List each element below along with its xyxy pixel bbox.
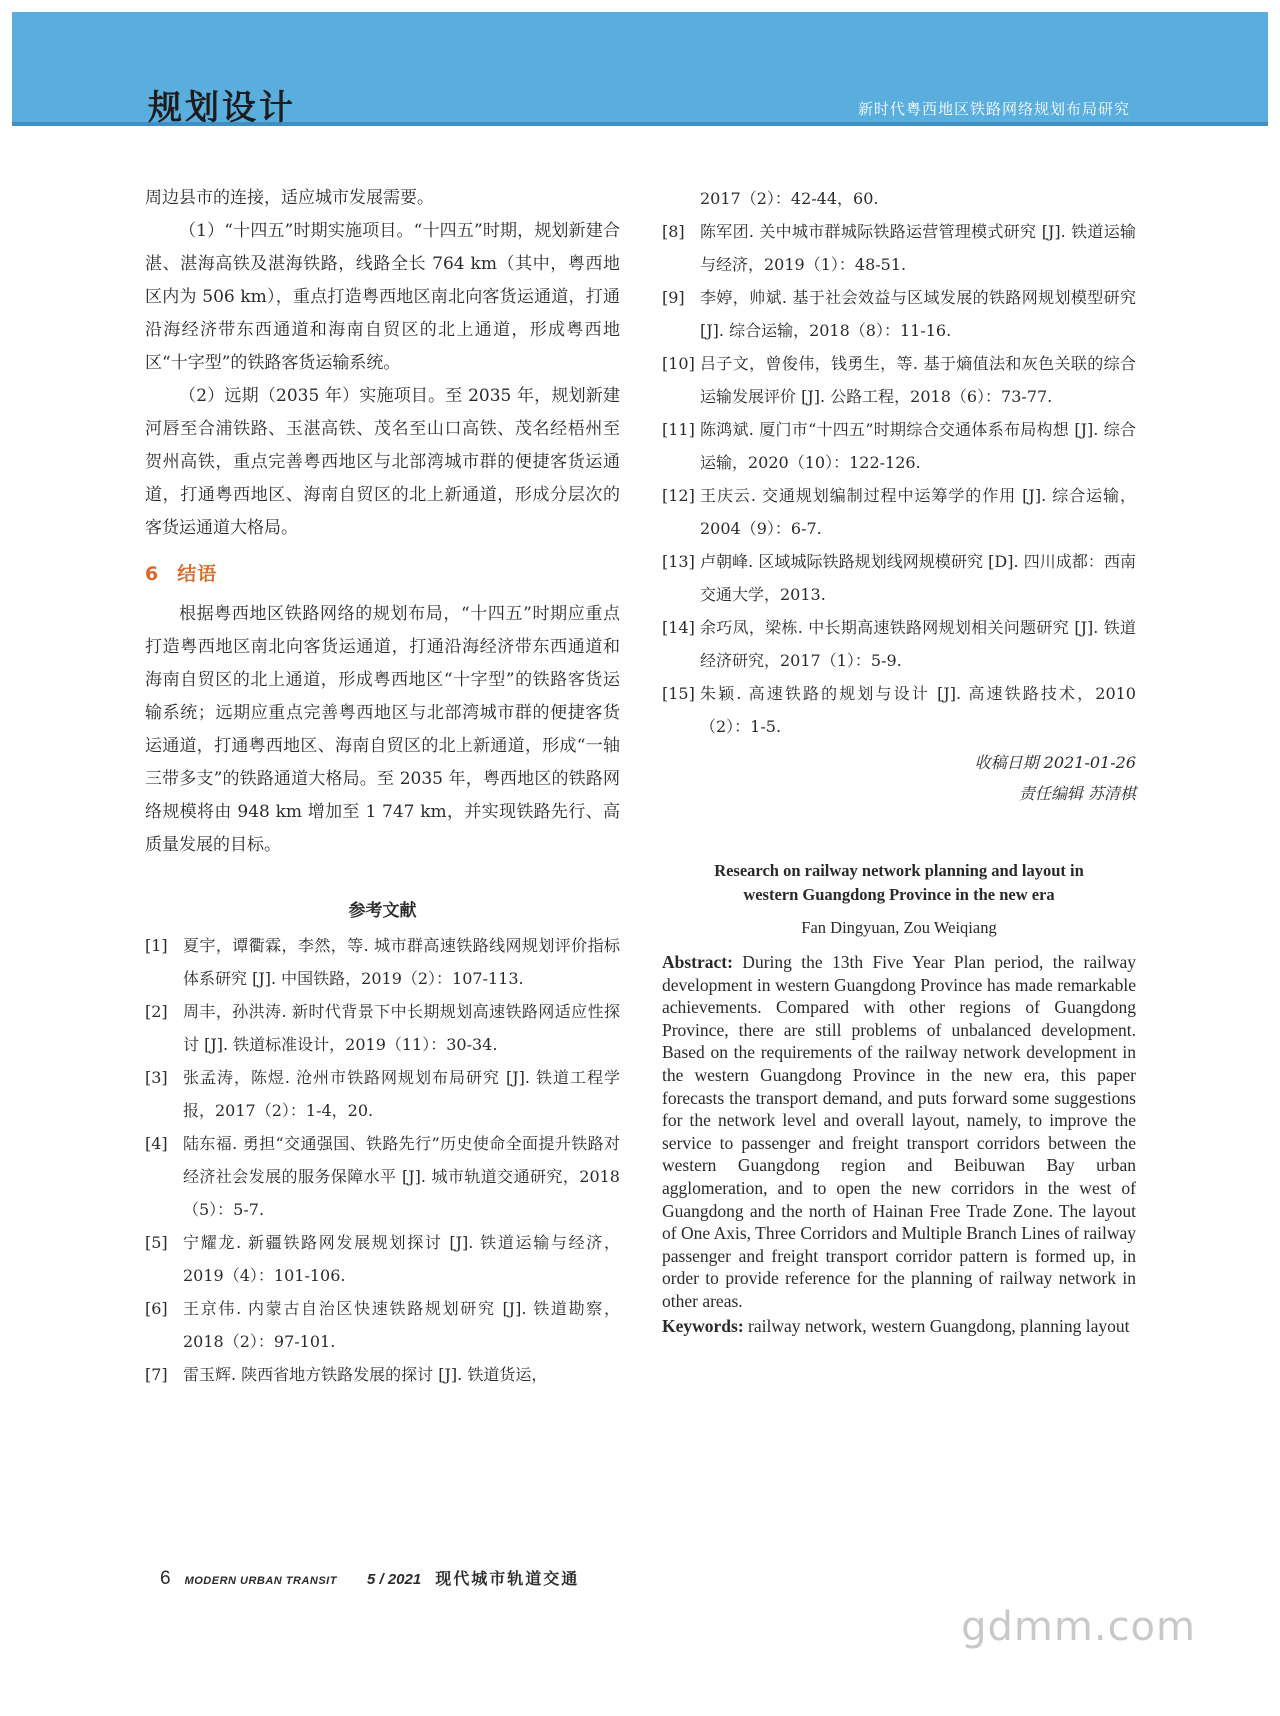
- reference-item: [3] 张孟涛，陈煜. 沧州市铁路网规划布局研究 [J]. 铁道工程学报，2017（2）：1-4，20.: [145, 1068, 620, 1120]
- journal-name-chinese: 现代城市轨道交通: [435, 1569, 580, 1588]
- abstract-label: Abstract:: [662, 952, 733, 972]
- section-heading: [145, 559, 620, 586]
- english-keywords: [662, 1315, 1136, 1338]
- reference-item: [15] 朱颖. 高速铁路的规划与设计 [J]. 高速铁路技术，2010（2）：1-5.: [662, 684, 1136, 736]
- journal-issue: 5 / 2021: [366, 1571, 422, 1588]
- reference-item: [8] 陈军团. 关中城市群城际铁路运营管理模式研究 [J]. 铁道运输与经济，2019（1）：48-51.: [662, 222, 1136, 274]
- paragraph: （2）远期（2035 年）实施项目。至 2035 年，规划新建河唇至合浦铁路、玉湛高铁、茂名至山口高铁、茂名经梧州至贺州高铁，重点完善粤西地区与北部湾城市群的便捷客货运通道，打通粤西地区、海南自贸区的北上新通道，形成分层次的客货运通道大格局。: [145, 386, 620, 538]
- paragraph: 根据粤西地区铁路网络的规划布局，“十四五”时期应重点打造粤西地区南北向客货运通道，打通沿海经济带东西通道和海南自贸区的北上通道，形成粤西地区“十字型”的铁路客货运输系统；远期应重点完善粤西地区与北部湾城市群的便捷客货运通道，打通粤西地区、海南自贸区的北上新通道，形成“一轴三带多支”的铁路通道大格局。至 2035 年，粤西地区的铁路网络规模将由 948 km 增加至 1 747 km，并实现铁路先行、高质量发展的目标。: [145, 604, 620, 855]
- responsible-editor: 责任编辑 苏清棋: [1018, 784, 1136, 803]
- reference-item: [9] 李婷，帅斌. 基于社会效益与区域发展的铁路网规划模型研究 [J]. 综合运输，2018（8）：11-16.: [662, 288, 1136, 340]
- abstract-text: During the 13th Five Year Plan period, the railway development in western Guangdong Province has made remarkable achievements. Compared with other regions of Guangdong Province, there are still problems of unbalanced development. Based on the requirements of the railway network development in the western Guangdong Province in the new era, this paper forecasts the transport demand, and puts forward some suggestions for the network level and overall layout, namely, to improve the service to passenger and freight transport corridors between the western Guangdong region and Beibuwan Bay urban agglomeration, and to open the new corridors in the west of Guangdong and the north of Hainan Free Trade Zone. The layout of One Axis, Three Corridors and Multiple Branch Lines of railway passenger and freight transport corridor pattern is formed up, in order to provide reference for the planning of railway network in other areas.: [662, 952, 1136, 1311]
- reference-item: [1] 夏宇，谭衢霖，李然，等. 城市群高速铁路线网规划评价指标体系研究 [J]. 中国铁路，2019（2）：107-113.: [145, 936, 620, 988]
- paragraph: 周边县市的连接，适应城市发展需要。: [145, 188, 434, 208]
- section-title: 规划设计: [148, 88, 296, 128]
- section-number: 6: [145, 563, 160, 585]
- reference-item: [10] 吕子文，曾俊伟，钱勇生，等. 基于熵值法和灰色关联的综合运输发展评价 [J]. 公路工程，2018（6）：73-77.: [662, 354, 1136, 406]
- section-heading-text: 结语: [177, 563, 218, 585]
- reference-item: [2] 周丰，孙洪涛. 新时代背景下中长期规划高速铁路网适应性探讨 [J]. 铁道标准设计，2019（11）：30-34.: [145, 1002, 620, 1054]
- page-number: 6: [160, 1568, 171, 1589]
- english-title: [662, 859, 1136, 907]
- page-footer: [160, 1566, 579, 1590]
- reference-item: [12] 王庆云. 交通规划编制过程中运筹学的作用 [J]. 综合运输，2004（9）：6-7.: [662, 486, 1136, 538]
- keywords-label: Keywords:: [662, 1315, 744, 1336]
- english-title-line: Research on railway network planning and layout in: [714, 861, 1084, 880]
- paragraph: （1）“十四五”时期实施项目。“十四五”时期，规划新建合湛、湛海高铁及湛海铁路，线路全长 764 km（其中，粤西地区内为 506 km），重点打造粤西地区南北向客货运通道，打通沿海经济带东西通道和海南自贸区的北上通道，形成粤西地区“十字型”的铁路客货运输系统。: [145, 221, 620, 373]
- english-title-line: western Guangdong Province in the new era: [743, 885, 1055, 904]
- reference-item: [5] 宁耀龙. 新疆铁路网发展规划探讨 [J]. 铁道运输与经济，2019（4）：101-106.: [145, 1233, 620, 1285]
- reference-item: [14] 余巧凤，梁栋. 中长期高速铁路网规划相关问题研究 [J]. 铁道经济研究，2017（1）：5-9.: [662, 618, 1136, 670]
- english-abstract: [662, 951, 1136, 1313]
- reference-item: [6] 王京伟. 内蒙古自治区快速铁路规划研究 [J]. 铁道勘察，2018（2）：97-101.: [145, 1299, 620, 1351]
- right-column: [662, 182, 1136, 1337]
- reference-item: [4] 陆东福. 勇担“交通强国、铁路先行”历史使命全面提升铁路对经济社会发展的服务保障水平 [J]. 城市轨道交通研究，2018（5）：5-7.: [145, 1134, 620, 1219]
- reference-continuation: 2017（2）：42-44，60.: [700, 189, 879, 208]
- reference-item: [11] 陈鸿斌. 厦门市“十四五”时期综合交通体系布局构想 [J]. 综合运输，2020（10）：122-126.: [662, 420, 1136, 472]
- journal-name-english: MODERN URBAN TRANSIT: [184, 1575, 337, 1587]
- running-title: 新时代粤西地区铁路网络规划布局研究: [857, 100, 1130, 118]
- watermark: gdmm.com: [961, 1604, 1196, 1650]
- left-column: [145, 182, 620, 1391]
- english-authors: Fan Dingyuan, Zou Weiqiang: [801, 918, 997, 937]
- keywords-text: railway network, western Guangdong, planning layout: [743, 1315, 1130, 1336]
- references-title: 参考文献: [348, 901, 417, 921]
- received-date: 收稿日期 2021-01-26: [974, 753, 1136, 772]
- reference-item: [13] 卢朝峰. 区域城际铁路规划线网规模研究 [D]. 四川成都：西南交通大学，2013.: [662, 552, 1136, 604]
- reference-item: [7] 雷玉辉. 陕西省地方铁路发展的探讨 [J]. 铁道货运，: [145, 1365, 548, 1384]
